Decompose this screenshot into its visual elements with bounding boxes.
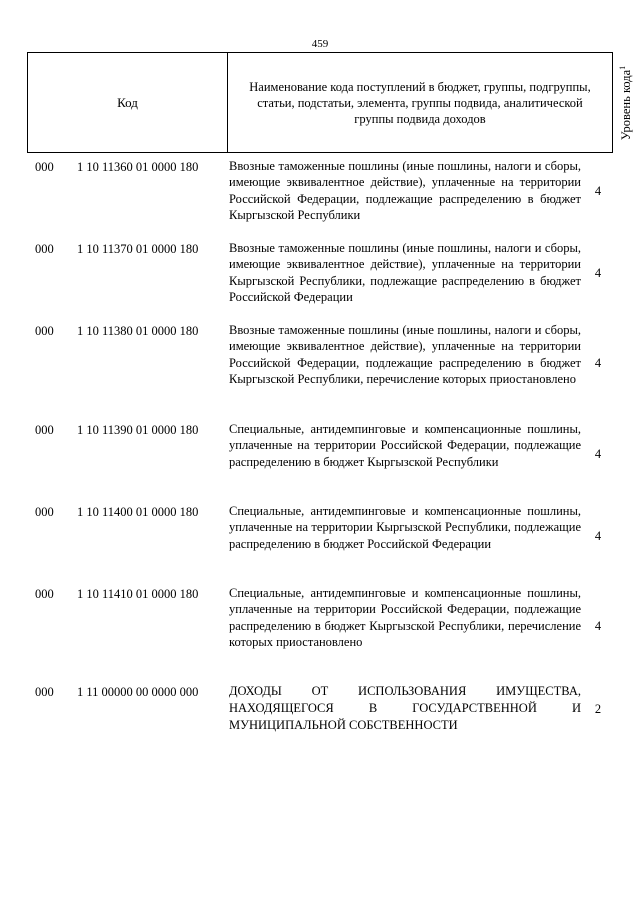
row-name: Ввозные таможенные пошлины (иные пошлины, налоги и сборы, имеющие эквивалентное действие), уплаченные на территории Кыргызской Республики, подлежащие распределению в бюджет Российской Федерации: [229, 241, 581, 304]
row-prefix: 000: [35, 505, 54, 519]
header-level-footnote: 1: [617, 65, 627, 70]
row-name: Ввозные таможенные пошлины (иные пошлины, налоги и сборы, имеющие эквивалентное действие), уплаченные на территории Российской Федерации, подлежащие распределению в бюджет Кыргызской Республики, перечисление которых приостановлено: [229, 323, 581, 386]
header-name: Наименование кода поступлений в бюджет, группы, подгруппы, статьи, подстатьи, элемента, группы подвида, аналитической группы подвида доходов: [228, 53, 613, 152]
row-name: Специальные, антидемпинговые и компенсационные пошлины, уплаченные на территории Российской Федерации, подлежащие распределению в бюджет Кыргызской Республики, перечисление которых приостановлено: [229, 586, 581, 649]
page-number: 459: [311, 38, 329, 50]
row-level: 4: [594, 356, 602, 370]
row-prefix: 000: [35, 242, 54, 256]
row-prefix: 000: [35, 587, 54, 601]
row-name: Ввозные таможенные пошлины (иные пошлины, налоги и сборы, имеющие эквивалентное действие), уплаченные на территории Российской Федерации, подлежащие распределению в бюджет Кыргызской Республики: [229, 159, 581, 222]
row-level: 4: [594, 447, 602, 461]
header-level-label: Уровень кода: [619, 69, 634, 141]
row-level: 4: [594, 529, 602, 543]
row-code: 1 10 11410 01 0000 180: [77, 587, 199, 601]
row-prefix: 000: [35, 324, 54, 338]
row-level: 4: [594, 266, 602, 280]
header-level: [613, 53, 639, 152]
row-code: 1 10 11390 01 0000 180: [77, 423, 199, 437]
row-level: 2: [594, 702, 602, 716]
row-level: 4: [594, 184, 602, 198]
row-prefix: 000: [35, 685, 54, 699]
table-header: [27, 52, 634, 153]
row-code: 1 10 11380 01 0000 180: [77, 324, 199, 338]
header-code: Код: [28, 53, 228, 152]
row-code: 1 10 11370 01 0000 180: [77, 242, 199, 256]
row-prefix: 000: [35, 160, 54, 174]
row-code: 1 10 11360 01 0000 180: [77, 160, 199, 174]
row-name: Специальные, антидемпинговые и компенсационные пошлины, уплаченные на территории Российской Федерации, подлежащие распределению в бюджет Кыргызской Республики: [229, 422, 581, 469]
row-level: 4: [594, 619, 602, 633]
row-code: 1 10 11400 01 0000 180: [77, 505, 199, 519]
row-prefix: 000: [35, 423, 54, 437]
row-name: ДОХОДЫ ОТ ИСПОЛЬЗОВАНИЯ ИМУЩЕСТВА, НАХОДЯЩЕГОСЯ В ГОСУДАРСТВЕННОЙ И МУНИЦИПАЛЬНОЙ СОБСТВЕННОСТИ: [229, 684, 581, 732]
row-name: Специальные, антидемпинговые и компенсационные пошлины, уплаченные на территории Кыргызской Республики, подлежащие распределению в бюджет Российской Федерации: [229, 504, 581, 551]
row-code: 1 11 00000 00 0000 000: [77, 685, 199, 699]
